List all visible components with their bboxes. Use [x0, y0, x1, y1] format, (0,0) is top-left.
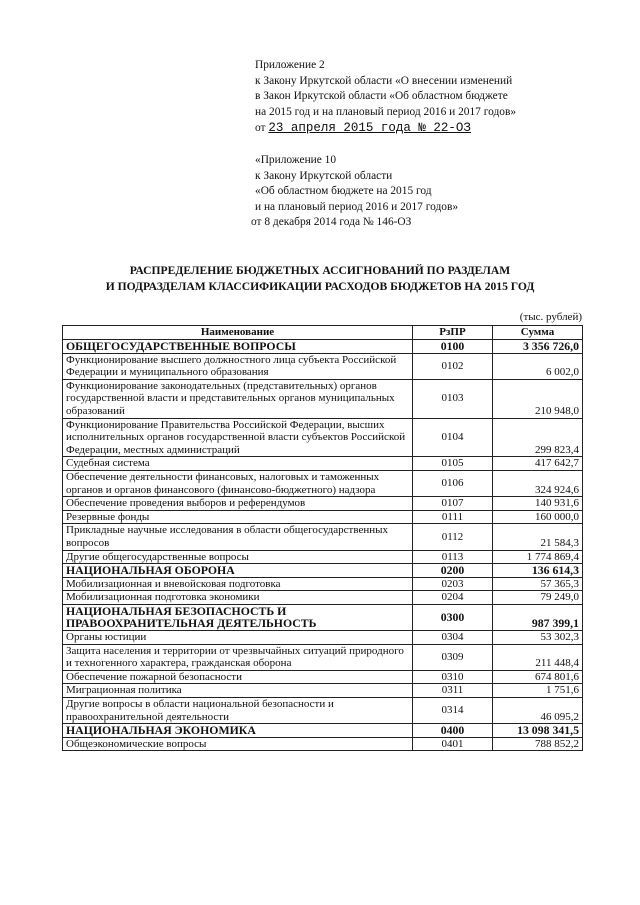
table-row	[63, 698, 583, 724]
row-code-cell: 0102	[413, 353, 493, 379]
row-code-cell: 0100	[413, 340, 493, 354]
row-code-cell: 0105	[413, 457, 493, 471]
row-name-cell: Защита населения и территории от чрезвычайных ситуаций природного и техногенного характера, гражданская оборона	[63, 644, 413, 670]
row-code-cell: 0309	[413, 644, 493, 670]
row-sum-cell: 46 095,2	[493, 698, 583, 724]
document-title	[60, 263, 580, 295]
row-sum-cell: 136 614,3	[493, 564, 583, 578]
table-row	[63, 644, 583, 670]
row-name-cell: НАЦИОНАЛЬНАЯ БЕЗОПАСНОСТЬ И ПРАВООХРАНИТЕЛЬНАЯ ДЕЯТЕЛЬНОСТЬ	[63, 604, 413, 630]
row-name-cell: Миграционная политика	[63, 684, 413, 698]
table-row	[63, 470, 583, 496]
row-name-cell: Общеэкономические вопросы	[63, 737, 413, 751]
table-row	[63, 684, 583, 698]
row-name-cell: Функционирование высшего должностного лица субъекта Российской Федерации и муниципального образования	[63, 353, 413, 379]
section-row	[63, 340, 583, 354]
row-name-cell: Обеспечение пожарной безопасности	[63, 670, 413, 684]
section-row	[63, 724, 583, 738]
appendix-law-line: в Закон Иркутской области «Об областном бюджете	[255, 90, 508, 102]
row-code-cell: 0203	[413, 577, 493, 591]
row-code-cell: 0103	[413, 379, 493, 418]
section-row	[63, 564, 583, 578]
header-sum: Сумма	[493, 326, 583, 340]
row-code-cell: 0304	[413, 631, 493, 645]
table-row	[63, 418, 583, 457]
date-value: 23 апреля 2015 года № 22-ОЗ	[268, 121, 471, 135]
row-sum-cell: 1 751,6	[493, 684, 583, 698]
row-code-cell: 0401	[413, 737, 493, 751]
table-header-row	[63, 326, 583, 340]
row-code-cell: 0111	[413, 510, 493, 524]
row-code-cell: 0300	[413, 604, 493, 630]
appendix-title: Приложение 2	[255, 59, 325, 71]
row-name-cell: НАЦИОНАЛЬНАЯ ОБОРОНА	[63, 564, 413, 578]
row-sum-cell: 417 642,7	[493, 457, 583, 471]
row-sum-cell: 6 002,0	[493, 353, 583, 379]
table-row	[63, 379, 583, 418]
row-sum-cell: 1 774 869,4	[493, 550, 583, 564]
row-name-cell: ОБЩЕГОСУДАРСТВЕННЫЕ ВОПРОСЫ	[63, 340, 413, 354]
row-sum-cell: 299 823,4	[493, 418, 583, 457]
row-name-cell: Другие вопросы в области национальной безопасности и правоохранительной деятельности	[63, 698, 413, 724]
row-code-cell: 0107	[413, 497, 493, 511]
row-sum-cell: 211 448,4	[493, 644, 583, 670]
table-row	[63, 497, 583, 511]
row-sum-cell: 79 249,0	[493, 591, 583, 605]
row-sum-cell: 788 852,2	[493, 737, 583, 751]
row-sum-cell: 3 356 726,0	[493, 340, 583, 354]
row-sum-cell: 57 365,3	[493, 577, 583, 591]
row-code-cell: 0314	[413, 698, 493, 724]
row-name-cell: Мобилизационная подготовка экономики	[63, 591, 413, 605]
table-row	[63, 510, 583, 524]
row-code-cell: 0113	[413, 550, 493, 564]
header-name: Наименование	[63, 326, 413, 340]
appendix-date	[255, 121, 516, 137]
row-name-cell: Органы юстиции	[63, 631, 413, 645]
row-name-cell: Обеспечение деятельности финансовых, налоговых и таможенных органов и органов финансового (финансово-бюджетного) надзора	[63, 470, 413, 496]
table-body	[63, 340, 583, 751]
row-sum-cell: 13 098 341,5	[493, 724, 583, 738]
row-sum-cell: 987 399,1	[493, 604, 583, 630]
row-name-cell: Функционирование Правительства Российской Федерации, высших исполнительных органов государственной власти субъектов Российской Федерации, местных администраций	[63, 418, 413, 457]
row-sum-cell: 324 924,6	[493, 470, 583, 496]
appendix-law-line: к Закону Иркутской области «О внесении изменений	[255, 74, 513, 87]
table-row	[63, 737, 583, 751]
row-code-cell: 0204	[413, 591, 493, 605]
appendix-law-line: на 2015 год и на плановый период 2016 и 2017 годов»	[255, 105, 517, 118]
units-label: (тыс. рублей)	[519, 311, 582, 323]
orig-appendix-title: «Приложение 10	[255, 154, 337, 166]
row-code-cell: 0104	[413, 418, 493, 457]
row-sum-cell: 21 584,3	[493, 524, 583, 550]
table-row	[63, 631, 583, 645]
budget-table	[62, 325, 583, 751]
row-name-cell: Прикладные научные исследования в области общегосударственных вопросов	[63, 524, 413, 550]
original-appendix-header	[251, 153, 459, 231]
title-line: РАСПРЕДЕЛЕНИЕ БЮДЖЕТНЫХ АССИГНОВАНИЙ ПО РАЗДЕЛАМ	[129, 264, 511, 277]
row-sum-cell: 674 801,6	[493, 670, 583, 684]
orig-appendix-date: от 8 декабря 2014 года № 146-ОЗ	[251, 216, 412, 228]
orig-appendix-line: и на плановый период 2016 и 2017 годов»	[255, 200, 459, 213]
row-name-cell: Резервные фонды	[63, 510, 413, 524]
row-sum-cell: 210 948,0	[493, 379, 583, 418]
row-name-cell: Судебная система	[63, 457, 413, 471]
table-row	[63, 670, 583, 684]
row-name-cell: Функционирование законодательных (представительных) органов государственной власти и представительных органов муниципальных образований	[63, 379, 413, 418]
row-sum-cell: 53 302,3	[493, 631, 583, 645]
appendix-header	[255, 58, 516, 137]
title-line: И ПОДРАЗДЕЛАМ КЛАССИФИКАЦИИ РАСХОДОВ БЮДЖЕТОВ НА 2015 ГОД	[105, 280, 535, 293]
table-row	[63, 353, 583, 379]
row-code-cell: 0112	[413, 524, 493, 550]
row-name-cell: НАЦИОНАЛЬНАЯ ЭКОНОМИКА	[63, 724, 413, 738]
table-row	[63, 524, 583, 550]
row-code-cell: 0106	[413, 470, 493, 496]
row-code-cell: 0310	[413, 670, 493, 684]
row-name-cell: Другие общегосударственные вопросы	[63, 550, 413, 564]
row-code-cell: 0311	[413, 684, 493, 698]
row-code-cell: 0400	[413, 724, 493, 738]
row-code-cell: 0200	[413, 564, 493, 578]
row-sum-cell: 140 931,6	[493, 497, 583, 511]
table-row	[63, 577, 583, 591]
row-name-cell: Обеспечение проведения выборов и референдумов	[63, 497, 413, 511]
section-row	[63, 604, 583, 630]
header-code: РзПР	[413, 326, 493, 340]
date-prefix: от	[255, 122, 266, 134]
table-row	[63, 591, 583, 605]
orig-appendix-line: «Об областном бюджете на 2015 год	[255, 185, 432, 197]
table-row	[63, 457, 583, 471]
orig-appendix-line: к Закону Иркутской области	[255, 169, 393, 182]
table-row	[63, 550, 583, 564]
row-name-cell: Мобилизационная и вневойсковая подготовка	[63, 577, 413, 591]
row-sum-cell: 160 000,0	[493, 510, 583, 524]
